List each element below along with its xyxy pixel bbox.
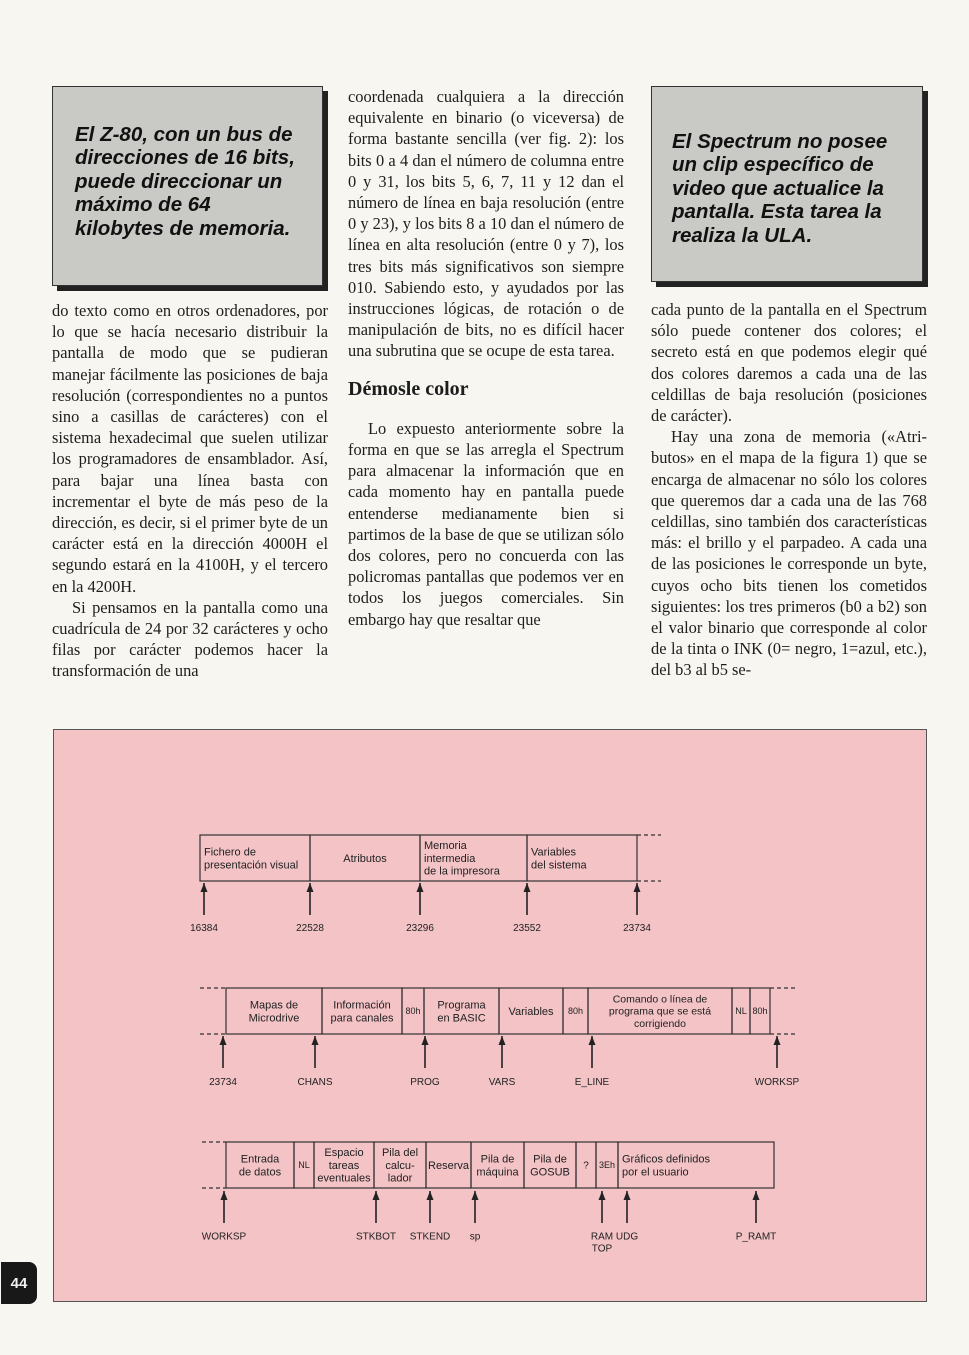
row3-label: P_RAMT [735,1231,777,1243]
row3-cell-label: Reserva [428,1159,469,1172]
column-3 [651,86,927,681]
row1-address: 23552 [513,923,541,934]
row3-cell-label: ? [583,1160,589,1172]
row3-label: WORKSP [201,1231,247,1243]
page-number: 44 [1,1262,37,1304]
row2-label: E_LINE [574,1077,610,1088]
col2-paragraph-2: Lo expuesto anteriormente sobre la forma en que se las arregla el Spectrum para almacenar la información que en cada momento hay en pantalla puede entenderse medianamente bien si partimos de la base de que se utilizan sólo dos colores, pero no concuerda con las policromas pantallas que podemos ver en todos los juegos comerciales. Sin embargo hay que resaltar que [348,418,624,629]
row2-label: WORKSP [754,1077,800,1088]
row3-cell-label: Pila de máquina [476,1153,519,1179]
row2-cell-label: Variables [508,1005,554,1018]
row2-label: PROG [410,1077,440,1088]
row2-cell-label: 80h [752,1006,768,1017]
row3-arrow-head [221,1191,228,1200]
row2-label: 23734 [209,1077,237,1088]
row2-arrow-head [220,1036,227,1045]
row2-cell-label: 80h [405,1006,421,1017]
memory-map-figure [53,729,927,1302]
row3-cell-label: NL [298,1160,310,1171]
row2-arrow-head [312,1036,319,1045]
row3-cell-label: Espacio tareas eventuales [317,1147,371,1185]
row3-cell-label: Pila del calcu-lador [381,1147,419,1185]
pullquote-left [52,86,323,286]
row1-address: 23734 [623,923,651,934]
pullquote-right-text: El Spectrum no posee un clip específico de video que actualice la pantalla. Esta tarea la realiza la ULA. [672,130,888,247]
col1-paragraph-1: do texto como en otros ordenadores, por lo que se hacía necesario distribuir la pantalla de modo que se pudieran manejar fácilmente las posiciones de baja resolución (correspondientes no a puntos sino a casillas de carácteres) con el sistema hexadecimal que suelen utilizar los programadores de ensamblador. Así, para bajar una línea basta con incrementar el byte de más peso de la dirección, es decir, si el primer byte de un carácter está en la dirección 4000H el segundo estará en la 4100H, y el tercero en la 4200H. [52,301,328,596]
row1-arrow-head [201,883,208,892]
row2-cell-label: Programa en BASIC [437,999,486,1025]
row1-address: 23296 [406,923,434,934]
row3-arrow-head [624,1191,631,1200]
row2-cell-label: Comando o línea de programa que se está corrigiendo [608,993,712,1030]
row1-arrow-head [634,883,641,892]
row3-arrow-head [427,1191,434,1200]
row3-cell-label: Pila de GOSUB [530,1153,570,1179]
row2-label: CHANS [297,1077,333,1088]
column-1 [52,86,328,682]
row1-arrow-head [307,883,314,892]
row1-cell-label: Variables del sistema [531,846,587,872]
row3-label: STKEND [409,1231,451,1243]
memory-map-diagram [54,730,928,1303]
row3-arrow-head [373,1191,380,1200]
row1-arrow-head [524,883,531,892]
row2-arrow-head [422,1036,429,1045]
row2-left-dash [200,988,226,1034]
row1-address: 22528 [296,923,324,934]
row3-cell-label: 3Eh [598,1160,616,1171]
row3-cell-label: Gráficos definidos por el usuario [622,1153,711,1179]
row2-arrow-head [499,1036,506,1045]
row2-right-dash [770,988,796,1034]
row3-left-dash [202,1142,226,1188]
row3-label: RAM TOP [590,1231,614,1255]
row3-arrow-head [599,1191,606,1200]
row3-label: UDG [615,1231,639,1243]
row1-cell-label: Atributos [343,852,387,865]
row1-cell-label: Memoria intermedia de la impresora [424,840,500,878]
row1-cell-label: Fichero de presentación visual [204,846,299,872]
pullquote-left-text: El Z-80, con un bus de direcciones de 16 bits, puede direccionar un máximo de 64 kilobytes de memoria. [75,123,295,240]
section-heading: Démosle color [348,377,469,400]
row1-right-dash [637,835,661,881]
col3-paragraph-2: Hay una zona de memoria («Atributos» en el mapa de la figura 1) que se encarga de almacenar no sólo los colores que queremos dar a cada una de las 768 celdillas, sino también dos características más: el brillo y el parpadeo. A cada una de las posiciones le corresponde un byte, cuyos ocho bits tienen los cometidos siguientes: los tres primeros (b0 a b2) son el valor binario que corresponde al color de la tinta o INK (0= negro, 1=azul, etc.), del b3 al b5 se- [651,427,927,680]
column-2 [348,86,624,630]
col3-paragraph-1: cada punto de la pantalla en el Spectrum sólo puede contener dos colores; el secreto está en que podemos elegir qué dos colores daremos a cada una de las celdillas de baja resolución (posiciones de carácter). [651,300,927,426]
row2-arrow-head [774,1036,781,1045]
row3-arrow-head [472,1191,479,1200]
row1-arrow-head [417,883,424,892]
col1-paragraph-2: Si pensamos en la pantalla como una cuadrícula de 24 por 32 carácteres y ocho filas por carácter podemos hacer la transformación de una [52,597,328,681]
row3-label: STKBOT [355,1231,397,1243]
row3-arrow-head [753,1191,760,1200]
row2-cell-label: Mapas de Microdrive [248,999,300,1025]
col2-paragraph-1: coordenada cualquiera a la dirección equivalente en binario (o viceversa) de forma bastante sencilla (ver fig. 2): los bits 0 a 4 dan el número de columna entre 0 y 31, los bits 5, 6, 7, 11 y 12 dan el número de línea en baja resolución (entre 0 y 23), y los bits 8 a 10 dan el número de línea en alta resolución (entre 0 y 7), los tres bits más significativos son siempre 010. Sabiendo esto, y ayudados por las instrucciones lógicas, de rotación o de manipulación de bits, no es difícil hacer una subrutina que se ocupe de esta tarea. [348,87,624,361]
row3-cell-label: Entrada de datos [238,1153,282,1179]
pullquote-right [651,86,923,282]
row2-label: VARS [488,1077,516,1088]
row2-cell-label: 80h [567,1006,584,1017]
row2-cell-label: Información para canales [330,999,394,1025]
row2-cell-label: NL [735,1006,747,1017]
row3-label: sp [469,1231,481,1243]
row2-arrow-head [589,1036,596,1045]
row1-address: 16384 [190,923,218,934]
